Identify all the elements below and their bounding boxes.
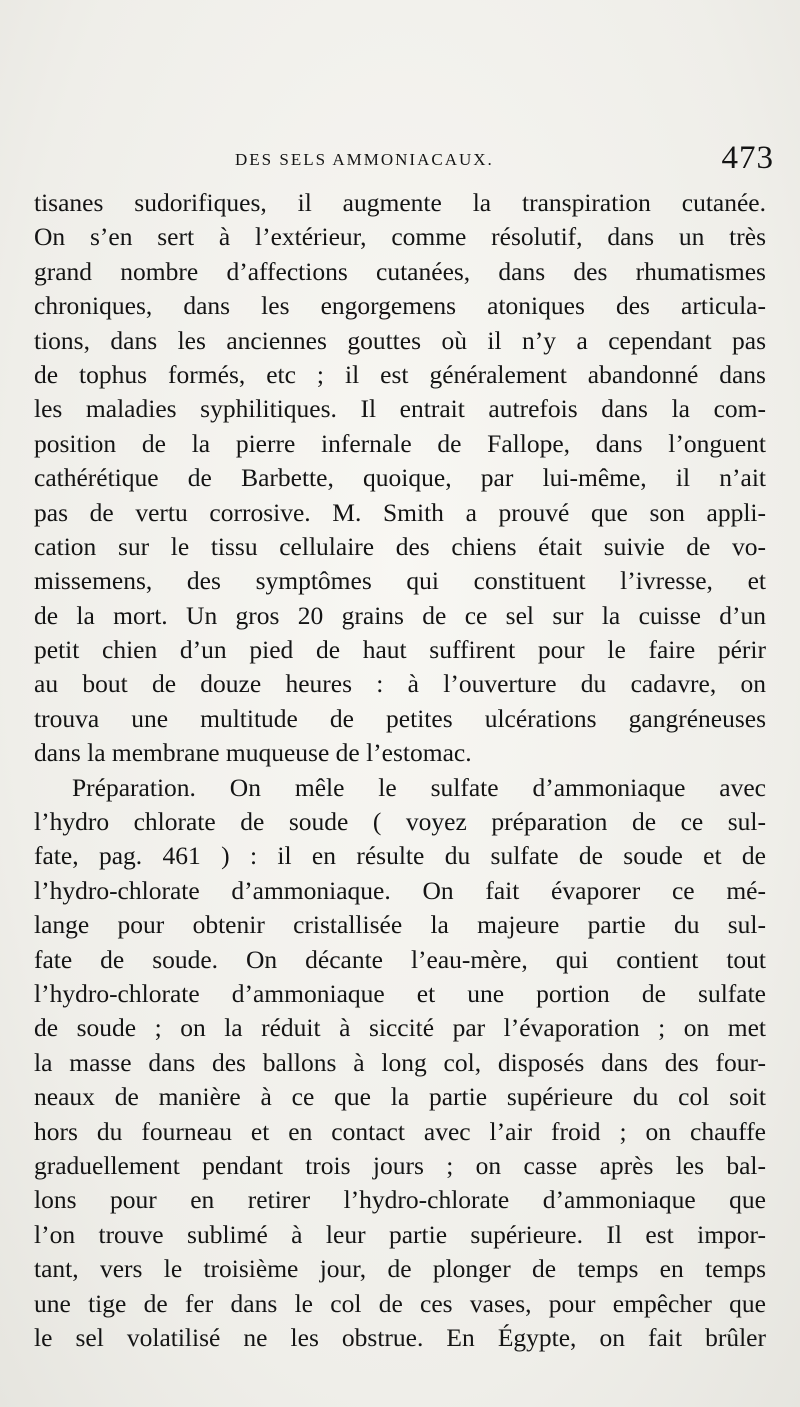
text-line: grand nombre d’affections cutanées, dans des rhumatismes — [34, 256, 766, 286]
text-line: tisanes sudorifiques, il augmente la transpiration cutanée. — [34, 188, 766, 217]
text-line: l’hydro-chlorate d’ammoniaque. On fait évaporer ce mé- — [34, 875, 766, 905]
text-line: tions, dans les anciennes gouttes où il n’y a cependant pas — [34, 325, 766, 355]
text-line: cation sur le tissu cellulaire des chiens était suivie de vo- — [34, 531, 766, 561]
text-line: graduellement pendant trois jours ; on casse après les bal- — [34, 1150, 766, 1180]
text-line: position de la pierre infernale de Fallope, dans l’onguent — [34, 428, 766, 458]
page-header — [34, 140, 774, 184]
text-line: neaux de manière à ce que la partie supérieure du col soit — [34, 1082, 766, 1112]
text-line: la masse dans des ballons à long col, disposés dans des four- — [34, 1047, 766, 1077]
text-line: de la mort. Un gros 20 grains de ce sel sur la cuisse d’un — [34, 600, 766, 630]
text-line: l’on trouve sublimé à leur partie supérieure. Il est impor- — [34, 1219, 766, 1249]
body-text — [34, 186, 766, 1355]
text-line: lons pour en retirer l’hydro-chlorate d’ammoniaque que — [34, 1185, 766, 1215]
text-line: missemens, des symptômes qui constituent l’ivresse, et — [34, 566, 766, 596]
text-line: dans la membrane muqueuse de l’estomac. — [34, 738, 472, 768]
text-line: trouva une multitude de petites ulcérations gangréneuses — [34, 703, 766, 733]
text-line: l’hydro chlorate de soude ( voyez préparation de ce sul- — [34, 807, 766, 837]
text-line: de tophus formés, etc ; il est généralement abandonné dans — [34, 359, 766, 389]
text-line: tant, vers le troisième jour, de plonger de temps en temps — [34, 1254, 766, 1284]
running-head: DES SELS AMMONIACAUX. — [235, 150, 494, 169]
text-line: une tige de fer dans le col de ces vases, pour empêcher que — [34, 1288, 766, 1318]
text-line: lange pour obtenir cristallisée la majeure partie du sul- — [34, 910, 766, 940]
text-line: le sel volatilisé ne les obstrue. En Égypte, on fait brûler — [34, 1322, 766, 1352]
text-line: Préparation. On mêle le sulfate d’ammoniaque avec — [72, 772, 766, 802]
text-line: fate, pag. 461 ) : il en résulte du sulfate de soude et de — [34, 841, 766, 871]
text-line: au bout de douze heures : à l’ouverture du cadavre, on — [34, 669, 766, 699]
text-line: On s’en sert à l’extérieur, comme résolutif, dans un très — [34, 222, 766, 252]
text-line: petit chien d’un pied de haut suffirent pour le faire périr — [34, 635, 766, 665]
text-line: chroniques, dans les engorgemens atoniques des articula- — [34, 291, 766, 321]
text-line: de soude ; on la réduit à siccité par l’évaporation ; on met — [34, 1013, 766, 1043]
text-line: cathérétique de Barbette, quoique, par lui-même, il n’ait — [34, 463, 766, 493]
text-line: fate de soude. On décante l’eau-mère, qui contient tout — [34, 944, 766, 974]
text-line: pas de vertu corrosive. M. Smith a prouvé que son appli- — [34, 497, 766, 527]
page-number: 473 — [721, 140, 774, 176]
text-line: l’hydro-chlorate d’ammoniaque et une portion de sulfate — [34, 978, 766, 1008]
text-line: hors du fourneau et en contact avec l’air froid ; on chauffe — [34, 1116, 766, 1146]
text-line: les maladies syphilitiques. Il entrait autrefois dans la com- — [34, 394, 766, 424]
